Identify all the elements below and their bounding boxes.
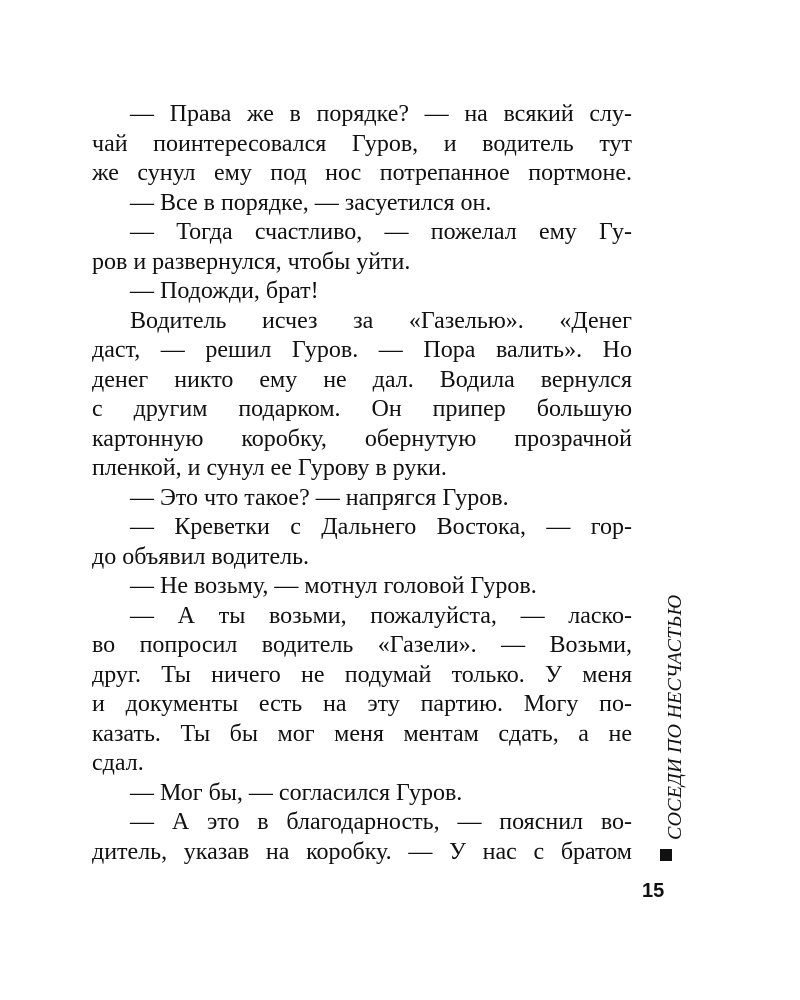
- text-line: — Мог бы, — согласился Гуров.: [130, 779, 463, 806]
- text-line: во попросил водитель «Газели». — Возьми,: [92, 632, 632, 658]
- text-line: — Подожди, брат!: [130, 278, 319, 304]
- text-line: даст, — решил Гуров. — Пора валить». Но: [92, 337, 632, 363]
- text-line: — Права же в порядке? — на всякий слу-: [130, 101, 632, 127]
- text-line: — Тогда счастливо, — пожелал ему Гу-: [130, 219, 632, 245]
- text-line: — Это что такое? — напрягся Гуров.: [130, 484, 509, 511]
- text-line: чай поинтересовался Гуров, и водитель тут: [92, 130, 632, 157]
- text-line: же сунул ему под нос потрепанное портмоне.: [92, 160, 632, 186]
- text-line: — Не возьму, — мотнул головой Гуров.: [130, 573, 537, 599]
- text-line: — А это в благодарность, — пояснил во-: [130, 809, 632, 835]
- text-line: с другим подарком. Он припер большую: [92, 396, 632, 422]
- running-head: [664, 594, 686, 860]
- text-line: денег никто ему не дал. Водила вернулся: [92, 366, 632, 393]
- text-line: ров и развернулся, чтобы уйти.: [92, 248, 411, 275]
- text-line: сдал.: [92, 750, 144, 776]
- text-line: до объявил водитель.: [92, 543, 310, 570]
- text-line: Водитель исчез за «Газелью». «Денег: [130, 307, 632, 334]
- text-line: казать. Ты бы мог меня ментам сдать, а не: [92, 720, 632, 747]
- running-head-title: СОСЕДИ ПО НЕСЧАСТЬЮ: [664, 594, 686, 840]
- square-marker-icon: [660, 849, 672, 861]
- body-text: [92, 100, 632, 867]
- text-line: картонную коробку, обернутую прозрачной: [92, 425, 632, 452]
- text-line: дитель, указав на коробку. — У нас с братом: [92, 838, 632, 865]
- text-line: и документы есть на эту партию. Могу по-: [92, 691, 632, 717]
- text-line: пленкой, и сунул ее Гурову в руки.: [92, 455, 447, 481]
- text-line: друг. Ты ничего не подумай только. У меня: [92, 661, 632, 688]
- text-line: — Все в порядке, — засуетился он.: [130, 189, 492, 216]
- text-line: — Креветки с Дальнего Востока, — гор-: [130, 514, 632, 540]
- page-number: 15: [642, 880, 665, 902]
- text-line: — А ты возьми, пожалуйста, — ласко-: [130, 602, 632, 629]
